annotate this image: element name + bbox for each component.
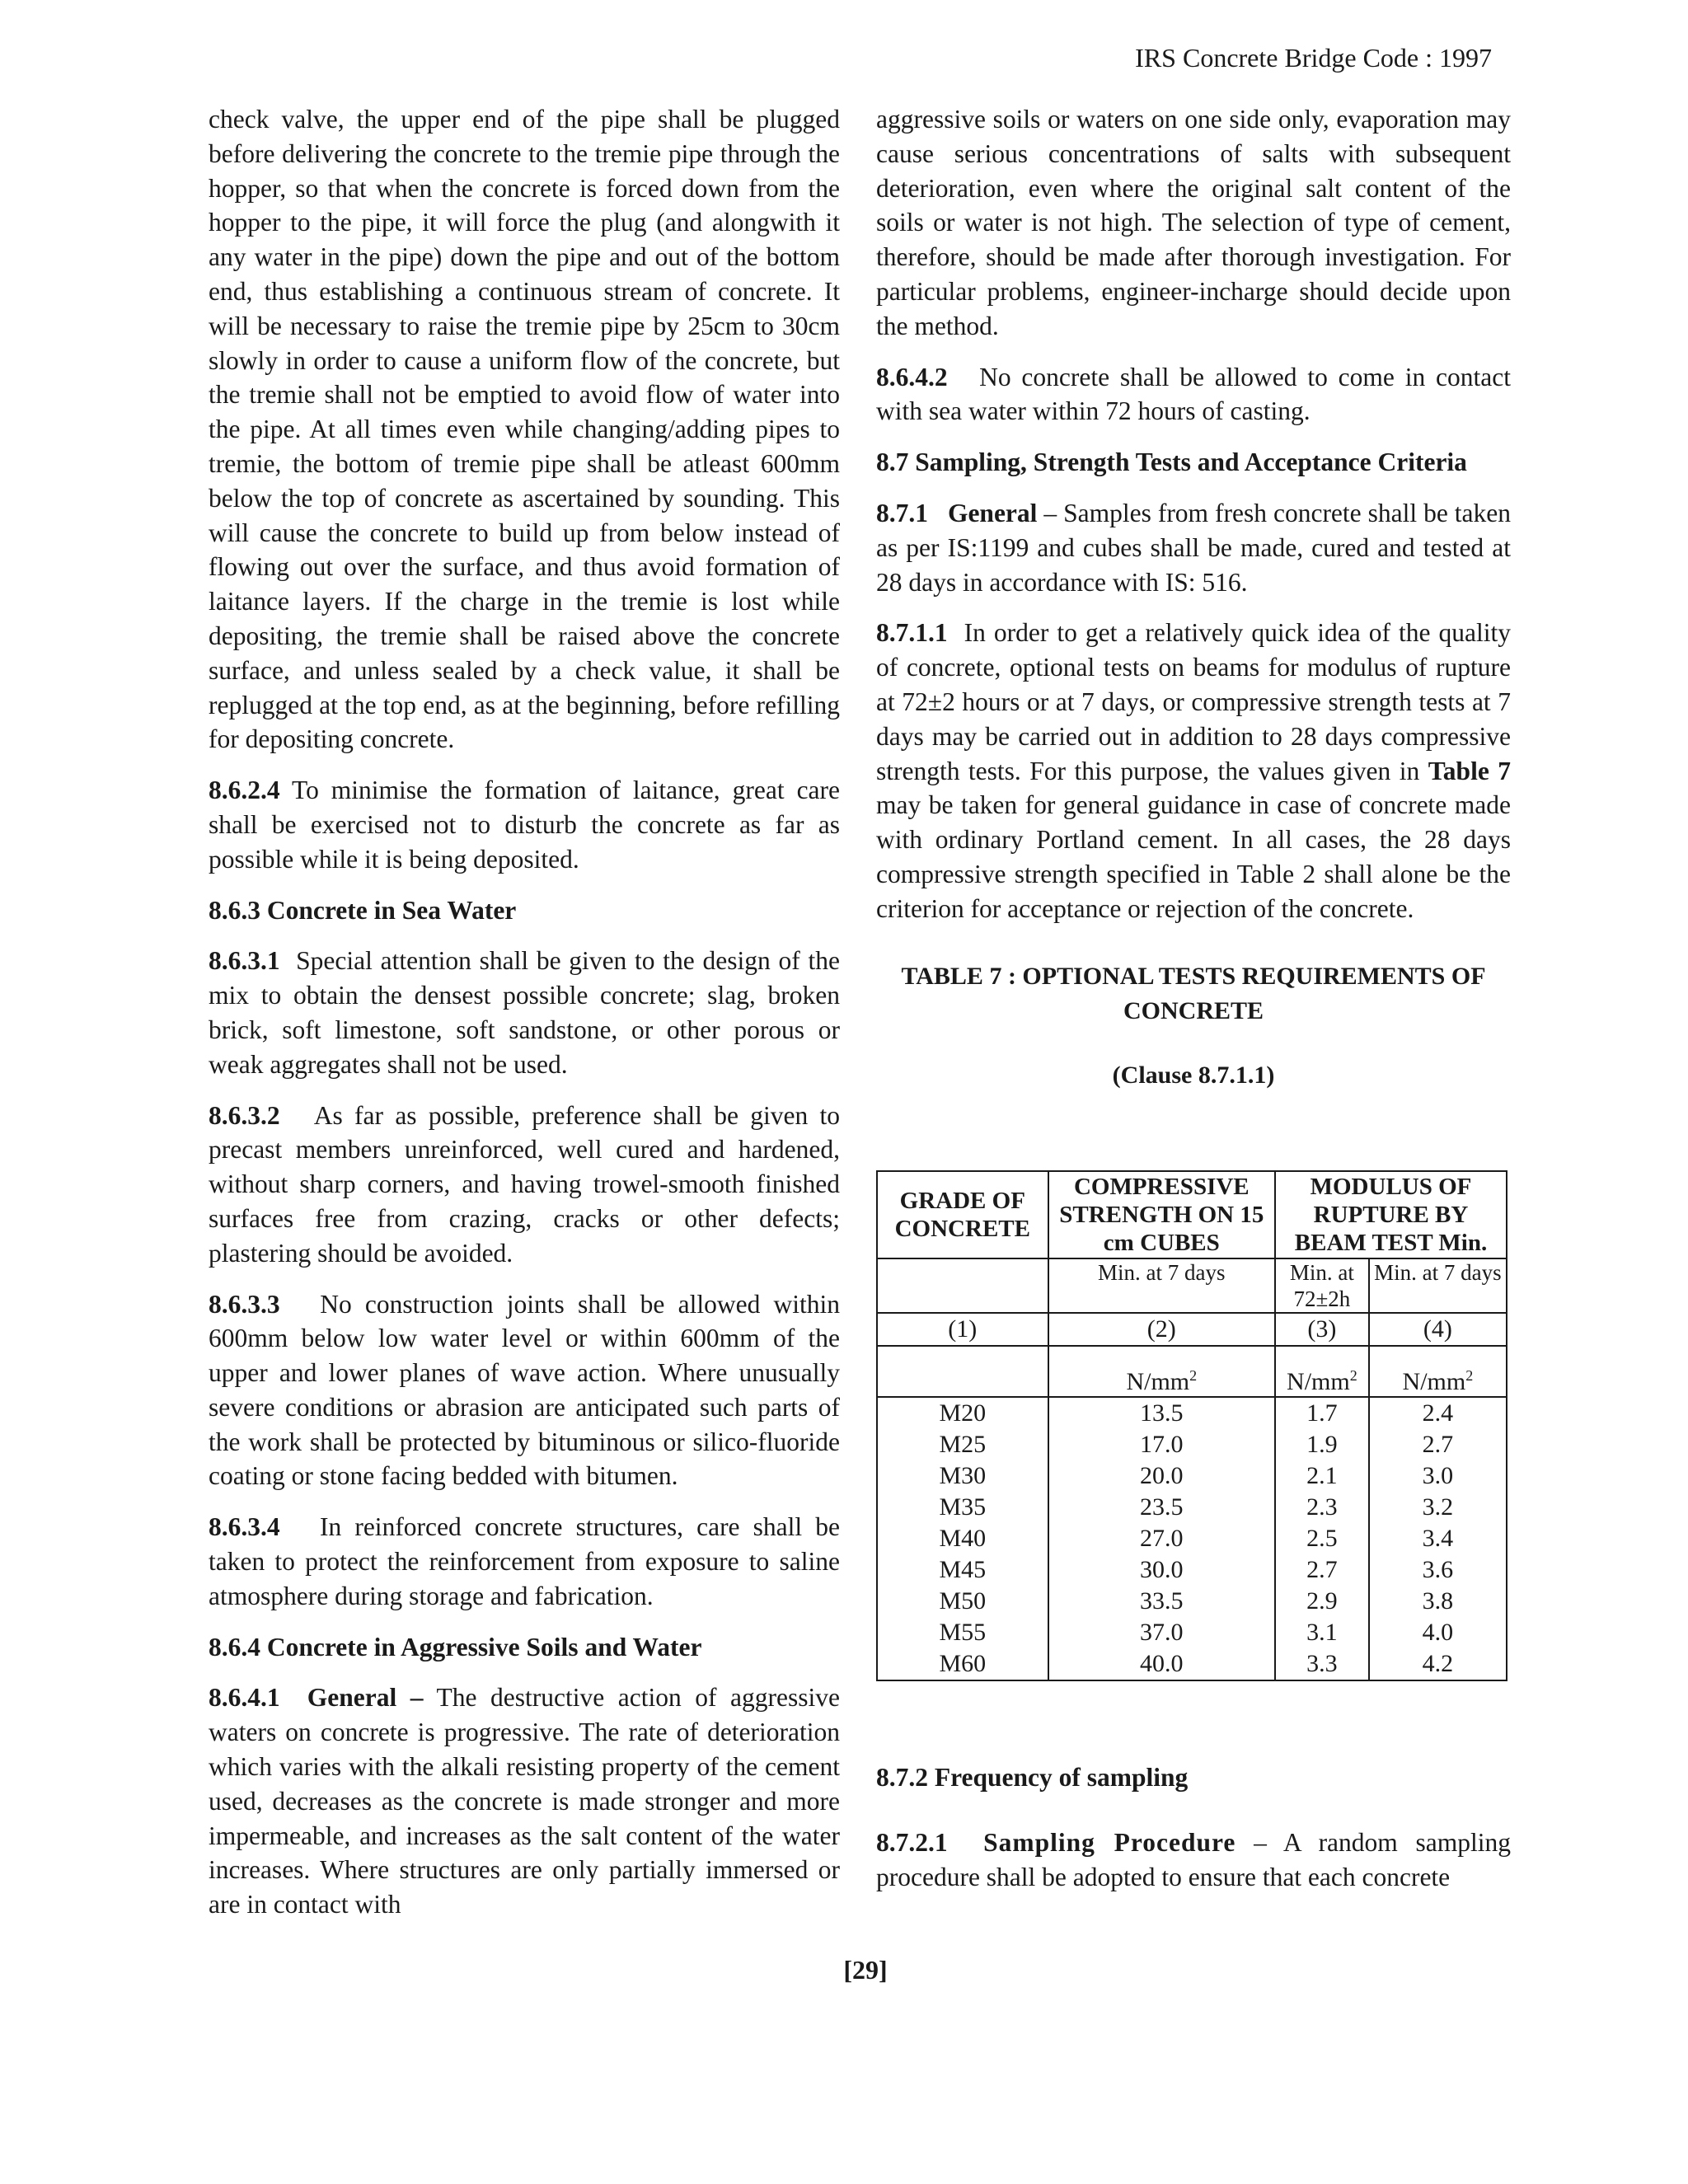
clause-8-6-3-1	[209, 944, 840, 1081]
clause-number: 8.6.2.4	[209, 776, 280, 805]
clause-8-7-1-1	[876, 616, 1511, 926]
table-7	[876, 1170, 1507, 1681]
table-cell: 3.0	[1369, 1460, 1507, 1492]
table-row	[877, 1429, 1507, 1460]
unit-exponent: 2	[1189, 1366, 1198, 1384]
subheader-empty	[877, 1258, 1048, 1313]
clause-text: No construction joints shall be allowed within 600mm below low water level or within 600mm of the upper and lower planes of wave action. Where unusually severe conditions or abrasion are anticipated such parts of the work shall be protected by bituminous or silico-fluoride coating or stone facing bedded with bitumen.	[209, 1289, 841, 1491]
left-column	[209, 102, 840, 1938]
column-number: (4)	[1369, 1313, 1507, 1346]
clause-text: Special attention shall be given to the design of the mix to obtain the densest possible concrete; slag, broken brick, soft limestone, soft sandstone, or other porous or weak aggregates shall not be used.	[209, 946, 841, 1079]
clause-text: – A random sampling procedure shall be adopted to ensure that each concrete	[876, 1828, 1511, 1892]
table-cell: 4.0	[1369, 1617, 1507, 1648]
table-cell: M40	[877, 1523, 1048, 1554]
table-cell: 2.7	[1275, 1554, 1369, 1586]
heading-8-7-2: 8.7.2 Frequency of sampling	[876, 1762, 1189, 1792]
clause-8-6-4-1	[209, 1680, 840, 1922]
table-title: TABLE 7 : OPTIONAL TESTS REQUIREMENTS OF CONCRETE	[901, 962, 1486, 1024]
table-column-numbers	[877, 1313, 1507, 1346]
clause-8-6-3-4	[209, 1510, 840, 1613]
table-cell: 2.3	[1275, 1492, 1369, 1523]
heading-8-6-3: 8.6.3 Concrete in Sea Water	[209, 895, 517, 925]
table-cell: 23.5	[1048, 1492, 1275, 1523]
table-cell: 3.8	[1369, 1586, 1507, 1617]
right-column	[876, 102, 1511, 1911]
table-cell: 40.0	[1048, 1648, 1275, 1680]
unit-text: N/mm	[1126, 1367, 1190, 1395]
table-cell: 3.4	[1369, 1523, 1507, 1554]
heading-8-7: 8.7 Sampling, Strength Tests and Acceptance Criteria	[876, 448, 1467, 477]
table-cell: 1.9	[1275, 1429, 1369, 1460]
table-cell: 2.5	[1275, 1523, 1369, 1554]
table-units-row	[877, 1346, 1507, 1397]
clause-number: 8.6.4.1	[209, 1683, 280, 1713]
table-cell: 17.0	[1048, 1429, 1275, 1460]
table-cell: 3.1	[1275, 1617, 1369, 1648]
clause-8-7-1	[876, 496, 1511, 599]
table-cell: 2.1	[1275, 1460, 1369, 1492]
table-cell: M25	[877, 1429, 1048, 1460]
header-modulus: MODULUS OF RUPTURE BY BEAM TEST Min.	[1275, 1171, 1507, 1258]
table-cell: 4.2	[1369, 1648, 1507, 1680]
table-row	[877, 1648, 1507, 1680]
column-number: (1)	[877, 1313, 1048, 1346]
column-number: (2)	[1048, 1313, 1275, 1346]
unit-exponent: 2	[1349, 1366, 1357, 1384]
clause-text-a: In order to get a relatively quick idea of the quality of concrete, optional tests on beams for modulus of rupture at 72±2 hours or at 7 days, or compressive strength tests at 7 days may be carried out in addition to 28 days compressive strength tests. For this purpose, the values given in	[876, 618, 1512, 785]
table-cell: M20	[877, 1397, 1048, 1429]
table-row	[877, 1492, 1507, 1523]
unit-text: N/mm	[1402, 1367, 1466, 1395]
clause-text-b: may be taken for general guidance in case of concrete made with ordinary Portland cement. In all cases, the 28 days compressive strength specified in Table 2 shall alone be the criterion for acceptance or rejection of the concrete.	[876, 790, 1511, 923]
subheader-mod-72h: Min. at 72±2h	[1275, 1258, 1369, 1313]
subheader-mod-7days: Min. at 7 days	[1369, 1258, 1507, 1313]
table-cell: 27.0	[1048, 1523, 1275, 1554]
table-cell: M60	[877, 1648, 1048, 1680]
table-row	[877, 1460, 1507, 1492]
unit-empty	[877, 1346, 1048, 1397]
clause-number: 8.6.4.2	[876, 362, 948, 391]
table-cell: 3.2	[1369, 1492, 1507, 1523]
table-cell: 2.9	[1275, 1586, 1369, 1617]
clause-number: 8.7.1	[876, 498, 928, 527]
paragraph-tremie: check valve, the upper end of the pipe shall be plugged before delivering the concrete to the tremie pipe through the hopper, so that when the concrete is forced down from the hopper to the pipe, it will force the plug (and alongwith it any water in the pipe) down the pipe and out of the bottom end, thus establishing a continuous stream of concrete. It will be necessary to raise the tremie pipe by 25cm to 30cm slowly in order to cause a uniform flow of the concrete, but the tremie shall not be emptied to avoid flow of water into the pipe. At all times even while changing/adding pipes to tremie, the bottom of tremie pipe shall be atleast 600mm below the top of concrete as ascertained by sounding. This will cause the concrete to build up from below instead of flowing out over the surface, and thus avoid formation of laitance layers. If the charge in the tremie is lost while depositing, the tremie shall be raised above the concrete surface, and unless sealed by a check value, it shall be replugged at the top end, as at the beginning, before refilling for depositing concrete.	[209, 105, 840, 754]
unit-exponent: 2	[1465, 1366, 1474, 1384]
clause-text: To minimise the formation of laitance, great care shall be exercised not to disturb the concrete as far as possible while it is being deposited.	[209, 776, 840, 874]
clause-number: 8.6.3.2	[209, 1100, 280, 1130]
table-row	[877, 1523, 1507, 1554]
table-cell: M45	[877, 1554, 1048, 1586]
table-cell: 37.0	[1048, 1617, 1275, 1648]
table-subheader-row	[877, 1258, 1507, 1313]
table-cell: 2.7	[1369, 1429, 1507, 1460]
paragraph-continued: aggressive soils or waters on one side only, evaporation may cause serious concentrations of salts with subsequent deterioration, even where the original salt content of the soils or water is not high. The selection of type of cement, therefore, should be made after thorough investigation. For particular problems, engineer-incharge should decide upon the method.	[876, 105, 1511, 340]
clause-text: – Samples from fresh concrete shall be taken as per IS:1199 and cubes shall be made, cured and tested at 28 days in accordance with IS: 516.	[876, 498, 1512, 597]
table-cell: 3.6	[1369, 1554, 1507, 1586]
table-row	[877, 1554, 1507, 1586]
clause-label: General	[947, 498, 1038, 527]
unit-cell	[1369, 1346, 1507, 1397]
table-cell: 1.7	[1275, 1397, 1369, 1429]
table-header-row	[877, 1171, 1507, 1258]
unit-cell	[1048, 1346, 1275, 1397]
unit-text: N/mm	[1287, 1367, 1350, 1395]
clause-number: 8.7.1.1	[876, 618, 948, 648]
table-row	[877, 1617, 1507, 1648]
table-cell: 13.5	[1048, 1397, 1275, 1429]
table-row	[877, 1586, 1507, 1617]
clause-text: In reinforced concrete structures, care shall be taken to protect the reinforcement from exposure to saline atmosphere during storage and fabrication.	[209, 1512, 840, 1610]
table-row	[877, 1397, 1507, 1429]
table-cell: M50	[877, 1586, 1048, 1617]
clause-number: 8.7.2.1	[876, 1828, 948, 1858]
page-number: [29]	[843, 1955, 888, 1985]
table-cell: 3.3	[1275, 1648, 1369, 1680]
table-reference: Table 7	[1428, 756, 1512, 785]
table-cell: 20.0	[1048, 1460, 1275, 1492]
clause-number: 8.6.3.1	[209, 946, 280, 976]
clause-8-6-3-2	[209, 1099, 840, 1271]
clause-text: As far as possible, preference shall be given to precast members unreinforced, well cured and hardened, without sharp corners, and having trowel-smooth finished surfaces free from crazing, cracks or other defects; plastering should be avoided.	[209, 1100, 841, 1268]
table-cell: 33.5	[1048, 1586, 1275, 1617]
column-number: (3)	[1275, 1313, 1369, 1346]
clause-label: Sampling Procedure	[983, 1828, 1236, 1858]
subheader-comp-7days: Min. at 7 days	[1048, 1258, 1275, 1313]
clause-8-7-2-1	[876, 1825, 1511, 1895]
clause-number: 8.6.3.3	[209, 1289, 280, 1319]
heading-8-6-4: 8.6.4 Concrete in Aggressive Soils and Water	[209, 1632, 702, 1661]
clause-label: General –	[307, 1683, 424, 1713]
table-clause: (Clause 8.7.1.1)	[1112, 1061, 1275, 1089]
unit-cell	[1275, 1346, 1369, 1397]
clause-8-6-3-3	[209, 1287, 840, 1494]
table-cell: M55	[877, 1617, 1048, 1648]
clause-8-6-4-2	[876, 360, 1511, 429]
header-grade: GRADE OF CONCRETE	[877, 1171, 1048, 1258]
header-compressive: COMPRESSIVE STRENGTH ON 15 cm CUBES	[1048, 1171, 1275, 1258]
running-header: IRS Concrete Bridge Code : 1997	[1135, 43, 1492, 73]
table-cell: M35	[877, 1492, 1048, 1523]
table-cell: M30	[877, 1460, 1048, 1492]
clause-text: No concrete shall be allowed to come in contact with sea water within 72 hours of casting.	[876, 362, 1511, 426]
clause-number: 8.6.3.4	[209, 1512, 280, 1542]
clause-text: The destructive action of aggressive waters on concrete is progressive. The rate of deterioration which varies with the alkali resisting property of the cement used, decreases as the concrete is made stronger and more impermeable, and increases as the salt content of the water increases. Where structures are only partially immersed or are in contact with	[209, 1683, 841, 1919]
clause-8-6-2-4	[209, 773, 840, 876]
table-cell: 2.4	[1369, 1397, 1507, 1429]
table-cell: 30.0	[1048, 1554, 1275, 1586]
